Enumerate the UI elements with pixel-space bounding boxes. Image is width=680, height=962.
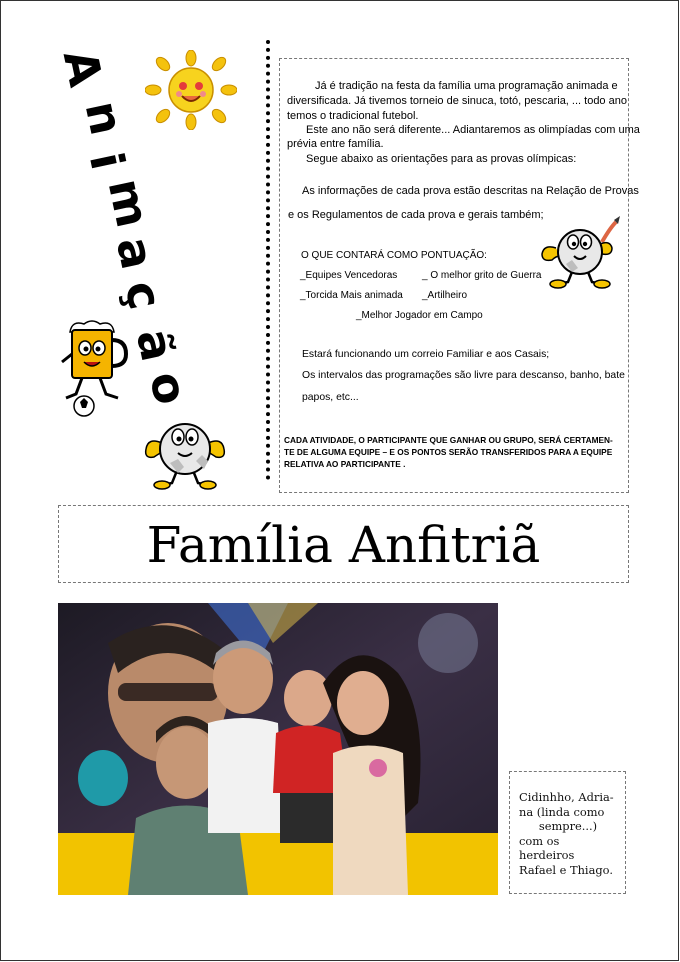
title-letter: m	[97, 173, 161, 233]
title-letter: o	[139, 366, 199, 410]
intro-line-3: temos o tradicional futebol.	[287, 110, 419, 122]
title-letter: a	[105, 232, 166, 274]
guidelines-line: Segue abaixo as orientações para as provas olímpicas:	[306, 153, 577, 165]
caps-line-3: RELATIVA AO PARTICIPANTE .	[284, 459, 406, 469]
breaks-line-2: papos, etc...	[302, 392, 359, 403]
info-line-1: As informações de cada prova estão descritas na Relação de Provas	[302, 185, 639, 197]
caption-line: Rafael e Thiago.	[519, 862, 613, 877]
dotted-divider	[266, 40, 274, 480]
second-paragraph-line-2: prévia entre família.	[287, 138, 384, 150]
caption-line: Cidinhho, Adria-	[519, 790, 614, 804]
caps-line-2: TE DE ALGUMA EQUIPE – E OS PONTOS SERÃO TRANSFERIDOS PARA A EQUIPE	[284, 447, 613, 457]
caption-line: com os herdeiros	[519, 833, 575, 862]
caption-line: na (linda como	[519, 804, 605, 819]
score-item: _Melhor Jogador em Campo	[356, 310, 483, 321]
intro-line-2: diversificada. Já tivemos torneio de sinuca, totó, pescaria, ... todo ano	[287, 95, 627, 107]
score-title: O QUE CONTARÁ COMO PONTUAÇÃO:	[301, 250, 487, 261]
caption-line: sempre...)	[538, 819, 598, 833]
title-letter: ç	[114, 276, 173, 314]
soccer-ball-pencil-mascot-icon	[540, 214, 622, 290]
intro-paragraph: Já é tradição na festa da família uma programação animada e	[315, 80, 618, 92]
second-paragraph-line-1: Este ano não será diferente... Adiantaremos as olimpíadas com uma	[306, 124, 640, 136]
breaks-line-1: Os intervalos das programações são livre para descanso, banho, bate	[302, 370, 625, 381]
title-letter: A	[52, 44, 113, 92]
program-info-box	[279, 58, 640, 493]
heading-box	[58, 505, 629, 583]
page-heading: Família Anfitriã	[146, 516, 541, 574]
score-item: _Equipes Vencedoras	[300, 270, 398, 281]
score-item: _Torcida Mais animada	[300, 290, 403, 301]
title-letter: n	[74, 96, 135, 140]
info-line-2: e os Regulamentos de cada prova e gerais também;	[288, 209, 544, 221]
mail-line: Estará funcionando um correio Familiar e aos Casais;	[302, 349, 550, 360]
caps-line-1: CADA ATIVIDADE, O PARTICIPANTE QUE GANHAR OU GRUPO, SERÁ CERTAMEN-	[284, 435, 613, 445]
family-photo	[58, 603, 498, 895]
title-letter: i	[78, 147, 135, 175]
photo-caption	[509, 771, 626, 894]
soccer-ball-mascot-icon	[140, 403, 230, 491]
score-item: _Artilheiro	[422, 290, 468, 301]
beer-mug-mascot-icon	[60, 318, 130, 418]
title-letter: ã	[125, 324, 186, 366]
score-item: _ O melhor grito de Guerra	[422, 270, 542, 281]
sun-icon	[145, 50, 237, 130]
